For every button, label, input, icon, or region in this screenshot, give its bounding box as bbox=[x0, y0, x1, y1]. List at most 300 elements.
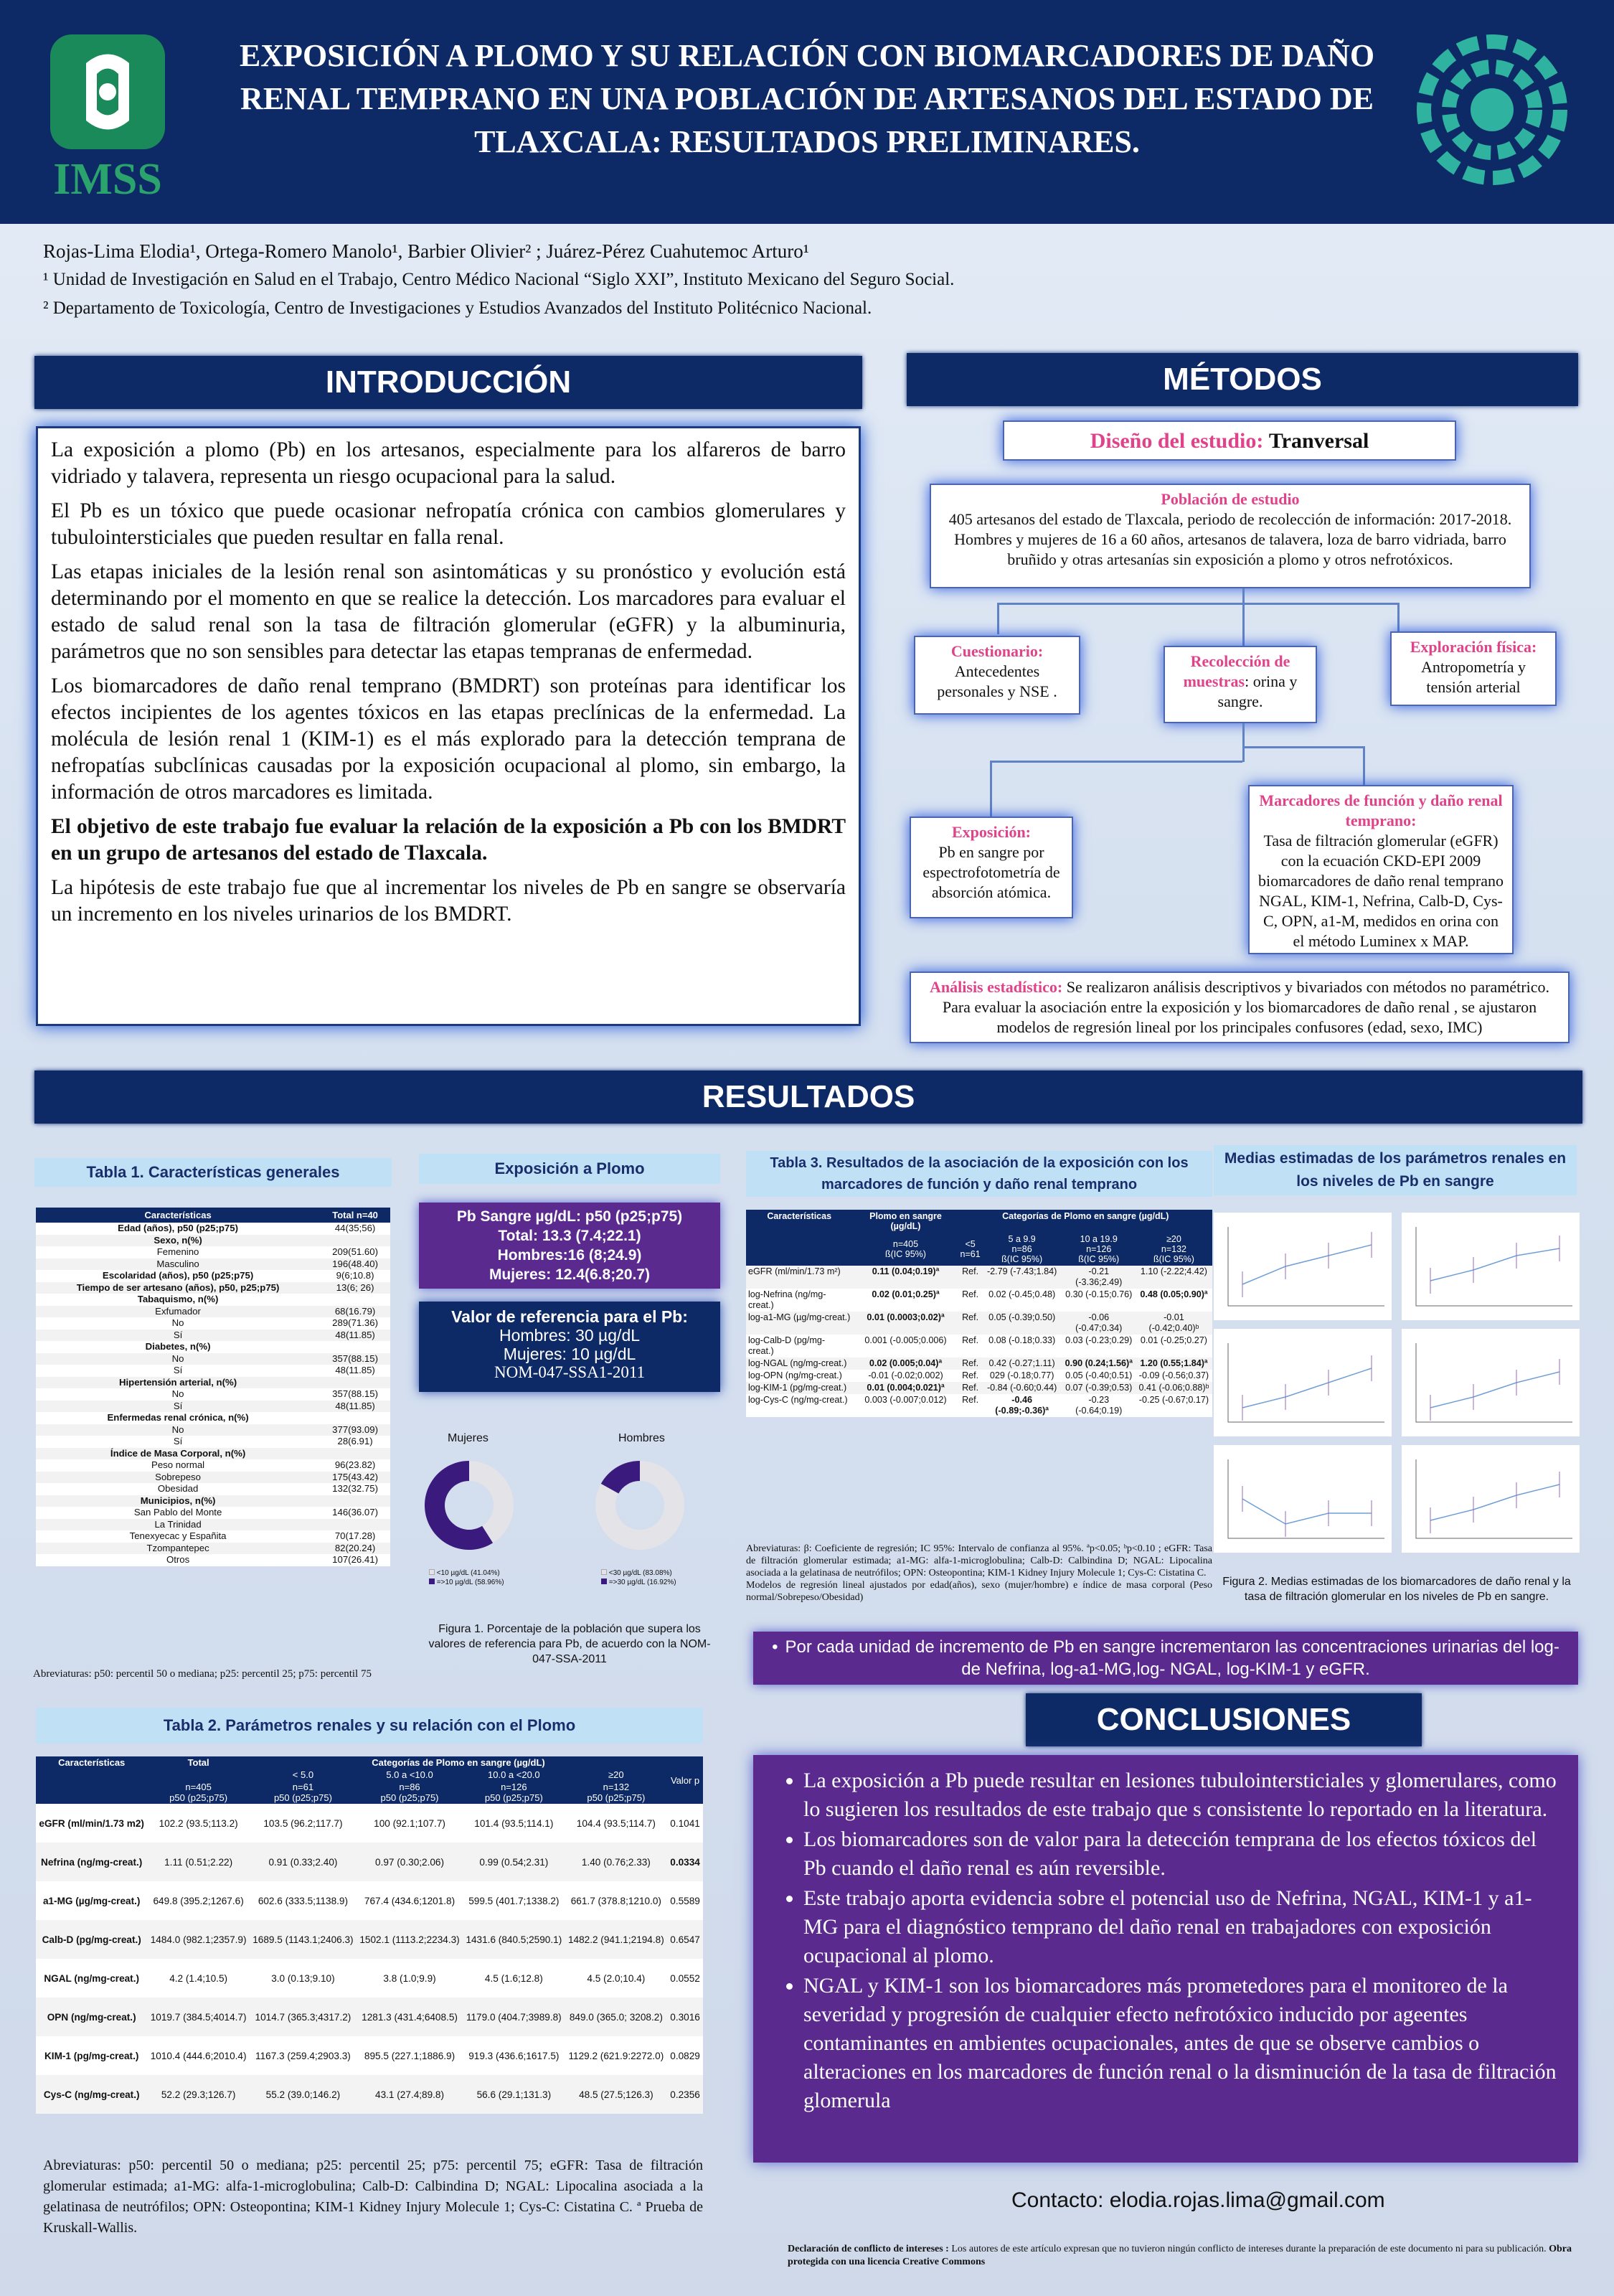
table-row bbox=[36, 1519, 390, 1531]
table2-cell: 0.91 (0.33;2.40) bbox=[250, 1843, 357, 1881]
table1-cell-value: 357(88.15) bbox=[332, 1352, 378, 1364]
table1-cell-label: No bbox=[171, 1317, 184, 1328]
table3-header-char: Características bbox=[746, 1210, 852, 1266]
table-row bbox=[746, 1358, 1212, 1370]
table-row bbox=[36, 1317, 390, 1330]
table2-cell: 3.8 (1.0;9.9) bbox=[383, 1972, 436, 1984]
table1-cell-label: Enfermedas renal crónica, n(%) bbox=[107, 1412, 249, 1423]
disclaimer-text: Los autores de este artículo expresan que no tuvieron ningún conflicto de intereses durante la preparación de este documento ni para su publicación. bbox=[948, 2244, 1547, 2254]
table3-cell: log-Nefrina (ng/mg-creat.) bbox=[748, 1289, 826, 1310]
table2-n-header bbox=[147, 1781, 250, 1804]
exposure-method-box bbox=[910, 817, 1073, 918]
table2-stat: p50 (p25;p75) bbox=[380, 1792, 439, 1803]
table3-cell: log-NGAL (ng/mg-creat.) bbox=[746, 1358, 852, 1370]
table3-subheader-line: n=86 bbox=[1011, 1244, 1032, 1254]
connector bbox=[997, 603, 1399, 605]
physical-exam-title: Exploración física: bbox=[1410, 638, 1537, 656]
table1-cell-label: Obesidad bbox=[157, 1483, 199, 1494]
table1-cell-value bbox=[320, 1377, 390, 1389]
table2-cell: 1482.2 (941.1;2194.8) bbox=[565, 1920, 668, 1959]
table1-cell-label: No bbox=[171, 1352, 184, 1364]
table2-cat-header: ≥20 bbox=[565, 1769, 668, 1781]
pb-summary-line: Pb Sangre µg/dL: p50 (p25;p75) bbox=[456, 1208, 683, 1225]
table2-cell: 0.2356 bbox=[667, 2075, 703, 2114]
pb-total: Total: 13.3 (7.4;22.1) bbox=[498, 1228, 641, 1244]
table1-cell-value: 196(48.40) bbox=[332, 1258, 378, 1269]
design-box bbox=[1003, 420, 1456, 461]
table-row bbox=[36, 1270, 390, 1282]
table2-cell: 1.11 (0.51;2.22) bbox=[147, 1843, 250, 1881]
legend-women-low: <10 µg/dL (41.04%) bbox=[436, 1569, 500, 1577]
table3-cell: log-KIM-1 (pg/mg-creat.) bbox=[746, 1382, 852, 1394]
table-row bbox=[36, 1483, 390, 1495]
affiliation-2: ² Departamento de Toxicología, Centro de Investigaciones y Estudios Avanzados del Instituto Politécnico Nacional. bbox=[43, 298, 872, 318]
table1-cell-label: Femenino bbox=[156, 1246, 199, 1257]
table1-cell-label: Índice de Masa Corporal, n(%) bbox=[110, 1447, 246, 1459]
questionnaire-box bbox=[914, 636, 1080, 715]
table2-cell: 919.3 (436.6;1617.5) bbox=[468, 2050, 560, 2061]
table1-cell-label: Tabaquismo, n(%) bbox=[137, 1294, 219, 1304]
table3-cell: 1.10 (-2.22;4.42) bbox=[1136, 1266, 1212, 1289]
figure2-line bbox=[1242, 1368, 1372, 1408]
table3-cell: 0.30 (-0.15;0.76) bbox=[1065, 1289, 1133, 1299]
table3-subheader bbox=[1136, 1233, 1212, 1266]
table-row bbox=[36, 1223, 390, 1235]
markers-title: Marcadores de función y daño renal temprano: bbox=[1259, 791, 1503, 829]
table1-cell-value: 68(16.79) bbox=[334, 1305, 376, 1317]
contact: Contacto: elodia.rojas.lima@gmail.com bbox=[1011, 2188, 1385, 2212]
donut-men-legend bbox=[601, 1568, 676, 1587]
table1-cell-label: Sí bbox=[173, 1436, 183, 1446]
table1-cell-value: 9(6;10.8) bbox=[336, 1270, 374, 1281]
donut-charts bbox=[419, 1421, 720, 1590]
connector bbox=[1242, 746, 1364, 748]
table3-cell: Ref. bbox=[959, 1312, 982, 1335]
table3-subheader-line: ß(IC 95%) bbox=[885, 1249, 926, 1259]
table3-cell: 0.02 (0.005;0.04)ª bbox=[852, 1358, 958, 1370]
table2-header-char: Características bbox=[36, 1756, 147, 1804]
table-row bbox=[36, 1258, 390, 1271]
table3-cell: 0.02 (0.01;0.25)ª bbox=[872, 1289, 940, 1299]
figure2-panel bbox=[1214, 1445, 1392, 1553]
table1-cell-value: 146(36.07) bbox=[332, 1507, 378, 1518]
connector bbox=[997, 603, 999, 634]
table2-cell: Cys-C (ng/mg-creat.) bbox=[36, 2075, 147, 2114]
table-row bbox=[36, 1235, 390, 1247]
table1-cell-label: Peso normal bbox=[151, 1459, 205, 1470]
table2-cell: 3.0 (0.13;9.10) bbox=[271, 1972, 335, 1984]
section-methods-heading: MÉTODOS bbox=[907, 353, 1578, 406]
table-row bbox=[36, 1282, 390, 1294]
table2-header-p: Valor p bbox=[667, 1756, 703, 1804]
table3-footnote bbox=[746, 1543, 1212, 1604]
table-row bbox=[36, 1246, 390, 1258]
figure2-axis bbox=[1416, 1343, 1572, 1422]
table3-cell: -0.46 (-0.89;-0.36)ª bbox=[995, 1395, 1049, 1416]
table2-cell: a1-MG (µg/mg-creat.) bbox=[42, 1895, 141, 1906]
intro-paragraph: El Pb es un tóxico que puede ocasionar nefropatía crónica con cambios glomerulares y tubulointersticiales que pueden resultar en falla renal. bbox=[51, 499, 846, 549]
table1-header-total: Total n=40 bbox=[320, 1208, 390, 1223]
donut-svg bbox=[419, 1421, 720, 1590]
table2-cell: 1019.7 (384.5;4014.7) bbox=[147, 1998, 250, 2036]
table2-cell: 4.5 (2.0;10.4) bbox=[587, 1972, 646, 1984]
table2-stat: p50 (p25;p75) bbox=[587, 1792, 646, 1803]
table3-cell: 0.42 (-0.27;1.11) bbox=[982, 1358, 1062, 1370]
table3-subheader bbox=[1062, 1233, 1136, 1266]
table3-cell: -0.84 (-0.60;0.44) bbox=[982, 1382, 1062, 1394]
table-row bbox=[36, 1881, 703, 1920]
table3-cell: -2.79 (-7.43;1.84) bbox=[982, 1266, 1062, 1289]
table1-cell-value bbox=[320, 1235, 390, 1247]
table2-n: n=86 bbox=[399, 1782, 420, 1792]
table2-n-header bbox=[357, 1781, 463, 1804]
table2-stat: p50 (p25;p75) bbox=[484, 1792, 543, 1803]
table3-subheader-line: ß(IC 95%) bbox=[1001, 1254, 1043, 1264]
reference-women: Mujeres: 10 µg/dL bbox=[503, 1345, 636, 1363]
table2-cat-header: < 5.0 bbox=[250, 1769, 357, 1781]
table1-cell-value: 70(17.28) bbox=[334, 1530, 376, 1541]
table3-cell: -0.01 (-0.42;0.40)ᵇ bbox=[1136, 1312, 1212, 1335]
samples-text: : orina y sangre. bbox=[1217, 672, 1298, 710]
table1-cell-value bbox=[320, 1412, 390, 1424]
table-row bbox=[36, 1543, 390, 1555]
table-row bbox=[36, 1341, 390, 1353]
table1-cell-value: 289(71.36) bbox=[332, 1317, 378, 1328]
table2-cell: 52.2 (29.3;126.7) bbox=[147, 2075, 250, 2114]
table2-cell: 101.4 (93.5;114.1) bbox=[474, 1817, 554, 1829]
stats-title: Análisis estadístico: bbox=[930, 978, 1063, 996]
donut-women-title: Mujeres bbox=[448, 1432, 489, 1444]
table1-cell-value: 48(11.85) bbox=[335, 1329, 375, 1340]
connector bbox=[990, 761, 1242, 763]
table1-cell-label: Sexo, n(%) bbox=[154, 1234, 202, 1246]
legend-men-high: =>30 µg/dL (16.92%) bbox=[608, 1578, 676, 1586]
table2-cell: 56.6 (29.1;131.3) bbox=[463, 2075, 565, 2114]
table3-footnote-text: Abreviaturas: β: Coeficiente de regresión; IC 95%: Intervalo de confianza al 95%. ªp<0.05; ᵇp<0.10 ; eGFR: Tasa de filtración glomerular estimada; a1-MG: alfa-1-microglobulina; Calb-D: Calbindina D; NGAL: Lipocalina asociada a la gelatinasa de neutrófilos; OPN: Osteopontina; KIM-1 Kidney Injury Molecule 1; Cys-C: Cistatina C. bbox=[746, 1543, 1212, 1578]
table3-cell: Ref. bbox=[962, 1289, 979, 1299]
table-row bbox=[36, 2075, 703, 2114]
table3-cell: Ref. bbox=[962, 1370, 979, 1380]
table2-cell: 1167.3 (259.4;2903.3) bbox=[255, 2050, 351, 2061]
table1-cell-label: Sí bbox=[173, 1329, 183, 1340]
table2-cell: 4.2 (1.4;10.5) bbox=[169, 1972, 228, 1984]
table3-subheader bbox=[852, 1233, 958, 1266]
table3-cell: 0.90 (0.24;1.56)ª bbox=[1062, 1358, 1136, 1370]
conclusion-item: • La exposición a Pb puede resultar en lesiones tubulointersticiales y glomerulares, como lo sugieren los resultados de este trabajo que s consistente lo reportado en la literatura. bbox=[803, 1766, 1557, 1824]
table1-cell-label: Masculino bbox=[156, 1258, 199, 1269]
figure2-axis bbox=[1228, 1459, 1384, 1538]
connector bbox=[1242, 603, 1245, 646]
table2-cell: KIM-1 (pg/mg-creat.) bbox=[44, 2050, 139, 2061]
table2-cell: eGFR (ml/min/1.73 m2) bbox=[39, 1817, 144, 1829]
table-row bbox=[36, 1353, 390, 1365]
figure2-panels bbox=[1214, 1213, 1580, 1571]
table1-header-char: Características bbox=[36, 1208, 320, 1223]
table3-cell: 0.48 (0.05;0.90)ª bbox=[1140, 1289, 1208, 1299]
table2-footnote: Abreviaturas: p50: percentil 50 o mediana; p25: percentil 25; p75: percentil 75; eGFR: Tasa de filtración glomerular estimada; a1-MG: alfa-1-microglobulina; Calb-D: Calbindina D; NGAL: Lipocalina asociada a la gelatinasa de neutrófilos; OPN: Osteopontina; KIM-1 Kidney Injury Molecule 1; Cys-C: Cistatina C. ª Prueba de Kruskall-Wallis. bbox=[43, 2158, 703, 2236]
cinvestav-logo-icon bbox=[1402, 20, 1582, 199]
table2-cell: 0.3016 bbox=[667, 1998, 703, 2036]
table-row bbox=[746, 1370, 1212, 1382]
table3-cell: Ref. bbox=[959, 1358, 982, 1370]
figure2-panel bbox=[1402, 1329, 1580, 1436]
table-row bbox=[36, 1401, 390, 1413]
table2-cell: 0.0334 bbox=[667, 1843, 703, 1881]
table1-cell-label: Sí bbox=[173, 1400, 183, 1411]
table-row bbox=[746, 1335, 1212, 1358]
table3-header-plomo: Plomo en sangre (µg/dL) bbox=[852, 1210, 958, 1233]
population-title: Población de estudio bbox=[1161, 490, 1300, 508]
table2-cell: 0.99 (0.54;2.31) bbox=[463, 1843, 565, 1881]
table2-cell: 1689.5 (1143.1;2406.3) bbox=[250, 1920, 357, 1959]
poster-title: EXPOSICIÓN A PLOMO Y SU RELACIÓN CON BIOMARCADORES DE DAÑO RENAL TEMPRANO EN UNA POBLACIÓN DE ARTESANOS DEL ESTADO DE TLAXCALA: RESULTADOS PRELIMINARES. bbox=[239, 38, 1375, 159]
table1-cell-label: Escolaridad (años), p50 (p25;p75) bbox=[102, 1270, 254, 1281]
legend-women-high: =>10 µg/dL (58.96%) bbox=[436, 1578, 504, 1586]
table-row bbox=[36, 1448, 390, 1460]
intro-paragraph: Los biomarcadores de daño renal temprano (BMDRT) son proteínas para identificar los efectos incipientes de los agentes tóxicos en las etapas preclínicas de la enfermedad. La molécula de lesión renal 1 (KIM-1) es el más explorado para la detección temprana de nefropatías subclínicas causadas por la exposición ocupacional al plomo, sin embargo, la información de otros marcadores es limitada. bbox=[51, 674, 846, 804]
figure2-axis bbox=[1228, 1343, 1384, 1422]
table-row bbox=[36, 1495, 390, 1507]
table3-cell: -0.21 (-3.36;2.49) bbox=[1062, 1266, 1136, 1289]
table3-cell: Ref. bbox=[959, 1266, 982, 1289]
table1-cell-value bbox=[320, 1448, 390, 1460]
table-row bbox=[36, 1412, 390, 1424]
exposure-method-text: Pb en sangre por espectrofotometría de absorción atómica. bbox=[922, 843, 1060, 901]
table-row bbox=[746, 1382, 1212, 1394]
table2-n-header bbox=[463, 1781, 565, 1804]
pb-summary-box bbox=[419, 1203, 720, 1289]
table2-cell: 1.40 (0.76;2.33) bbox=[565, 1843, 668, 1881]
pb-men: Hombres:16 (8;24.9) bbox=[497, 1247, 642, 1264]
table1-cell-label: Tenexyecac y Españita bbox=[129, 1530, 227, 1541]
questionnaire-title: Cuestionario: bbox=[950, 642, 1044, 660]
figure2-caption: Figura 2. Medias estimadas de los biomarcadores de daño renal y la tasa de filtración glomerular en los niveles de Pb en sangre. bbox=[1222, 1576, 1571, 1603]
figure1-caption: Figura 1. Porcentaje de la población que supera los valores de referencia para Pb, de acuerdo con la NOM-047-SSA-2011 bbox=[428, 1623, 711, 1665]
table3-cell: Ref. bbox=[962, 1335, 979, 1345]
table1-cell-label: Exfumador bbox=[155, 1305, 201, 1317]
table3-cell: log-a1-MG (µg/mg-creat.) bbox=[746, 1312, 852, 1335]
table2-cell: 602.6 (333.5;1138.9) bbox=[258, 1895, 349, 1906]
table3-cell: -0.23 (-0.64;0.19) bbox=[1075, 1395, 1123, 1416]
connector bbox=[1363, 746, 1365, 786]
key-finding-text: Por cada unidad de incremento de Pb en sangre incrementaron las concentraciones urinarias del log- de Nefrina, log-a1-MG,log- NGAL, log-KIM-1 y eGFR. bbox=[785, 1637, 1559, 1679]
table3-cell: eGFR (ml/min/1.73 m²) bbox=[746, 1266, 852, 1289]
author-names: Rojas-Lima Elodia¹, Ortega-Romero Manolo¹, Barbier Olivier² ; Juárez-Pérez Cuahutemoc Arturo¹ bbox=[43, 240, 809, 262]
table3-cell: 0.07 (-0.39;0.53) bbox=[1062, 1382, 1136, 1394]
imss-logo-icon bbox=[43, 34, 172, 199]
figure2-title: Medias estimadas de los parámetros renales en los niveles de Pb en sangre bbox=[1214, 1145, 1577, 1195]
table2-cell: 103.5 (96.2;117.7) bbox=[263, 1817, 343, 1829]
figure2-panel bbox=[1402, 1445, 1580, 1553]
design-value: Tranversal bbox=[1268, 429, 1369, 453]
population-text: 405 artesanos del estado de Tlaxcala, periodo de recolección de información: 2017-2018. Hombres y mujeres de 16 a 60 años, artesanos de talavera, loza de barro vidriada, barro bruñido y otras artesanías sin exposición a plomo y otros nefrotóxicos. bbox=[948, 510, 1512, 568]
table2-cell: 1014.7 (365.3;4317.2) bbox=[250, 1998, 357, 2036]
table1-cell-label: No bbox=[171, 1424, 184, 1435]
table-row bbox=[36, 1507, 390, 1519]
table2-cell: 43.1 (27.4;89.8) bbox=[357, 2075, 463, 2114]
table3-cell: 0.01 (0.0003;0.02)ª bbox=[852, 1312, 958, 1335]
table2-cell: Nefrina (ng/mg-creat.) bbox=[36, 1843, 147, 1881]
table2-n: n=405 bbox=[185, 1782, 212, 1792]
table3-subheader-line: <5 bbox=[965, 1239, 976, 1249]
intro-text-box bbox=[36, 426, 861, 1026]
table1-cell-value: 96(23.82) bbox=[334, 1459, 376, 1470]
table2-cell: 100 (92.1;107.7) bbox=[374, 1817, 445, 1829]
figure2-panel bbox=[1402, 1213, 1580, 1320]
connector bbox=[1242, 723, 1245, 762]
table3-cell: log-OPN (ng/mg-creat.) bbox=[748, 1370, 842, 1380]
table-row bbox=[746, 1289, 1212, 1312]
connector bbox=[1397, 603, 1400, 634]
donut-men-title: Hombres bbox=[618, 1432, 665, 1444]
table2-cell: 1179.0 (404.7;3989.8) bbox=[463, 1998, 565, 2036]
authors-block bbox=[43, 237, 1549, 323]
conclusions-box bbox=[753, 1755, 1578, 2163]
markers-text: Tasa de filtración glomerular (eGFR) con la ecuación CKD-EPI 2009 biomarcadores de daño renal temprano NGAL, KIM-1, Nefrina, Calb-D, Cys-C, OPN, a1-M, medidos en orina con el método Luminex x MAP. bbox=[1257, 832, 1504, 950]
disclaimer-label: Declaración de conflicto de intereses : bbox=[788, 2244, 949, 2254]
table-row bbox=[36, 1843, 703, 1881]
table2-cat-header: 10.0 a <20.0 bbox=[463, 1769, 565, 1781]
stats-text: Se realizaron análisis descriptivos y bivariados con métodos no paramétrico. Para evaluar la asociación entre la exposición y los biomarcadores de daño renal , se ajustaron modelos de regresión lineal por los principales confusores (edad, sexo, IMC) bbox=[942, 978, 1549, 1036]
connector bbox=[1242, 588, 1245, 604]
table3-subheader bbox=[982, 1233, 1062, 1266]
figure2-axis bbox=[1228, 1227, 1384, 1306]
table2-cell: 0.5589 bbox=[670, 1895, 700, 1906]
table3-header-cat: Categorías de Plomo en sangre (µg/dL) bbox=[959, 1210, 1212, 1233]
table2-n: n=126 bbox=[501, 1782, 527, 1792]
table3-cell: -0.01 (-0.02;0.002) bbox=[868, 1370, 943, 1380]
license-text: Obra protegida con una licencia Creative Commons bbox=[788, 2244, 1572, 2267]
table3-cell: 0.08 (-0.18;0.33) bbox=[988, 1335, 1056, 1345]
table2-cell: 1281.3 (431.4;6408.5) bbox=[357, 1998, 463, 2036]
table3-footnote-models: Modelos de regresión lineal ajustados por edad(años), sexo (mujer/hombre) e índice de masa corporal (Peso normal/Sobrepeso/Obesidad) bbox=[746, 1580, 1212, 1603]
table-row bbox=[36, 1459, 390, 1472]
table2-cell: 0.0829 bbox=[670, 2050, 700, 2061]
table3-cell: log-Cys-C (ng/mg-creat.) bbox=[748, 1395, 848, 1405]
figure2-axis bbox=[1416, 1459, 1572, 1538]
section-intro-heading: INTRODUCCIÓN bbox=[34, 356, 862, 409]
table1-cell-value bbox=[320, 1495, 390, 1507]
exposure-method-title: Exposición: bbox=[951, 823, 1032, 841]
design-label: Diseño del estudio: bbox=[1090, 429, 1264, 453]
table1-cell-label: No bbox=[171, 1388, 184, 1399]
table1-cell-value bbox=[320, 1519, 390, 1531]
table3-cell: -0.25 (-0.67;0.17) bbox=[1138, 1395, 1209, 1405]
key-finding-box: • Por cada unidad de incremento de Pb en sangre incrementaron las concentraciones urinarias del log- de Nefrina, log-a1-MG,log- NGAL, log-KIM-1 y eGFR. bbox=[753, 1632, 1578, 1685]
table2-cell: 0.1041 bbox=[670, 1817, 700, 1829]
table2-cell: OPN (ng/mg-creat.) bbox=[36, 1998, 147, 2036]
table-row bbox=[36, 1294, 390, 1306]
table2-title: Tabla 2. Parámetros renales y su relación con el Plomo bbox=[36, 1708, 703, 1744]
table-row bbox=[36, 1388, 390, 1401]
table2-header-cat: Categorías de Plomo en sangre (µg/dL) bbox=[250, 1756, 667, 1769]
table3-cell: 0.01 (-0.25;0.27) bbox=[1140, 1335, 1208, 1345]
table3-cell: -0.06 (-0.47;0.34) bbox=[1062, 1312, 1136, 1335]
table3-subheader-line: n=126 bbox=[1086, 1244, 1112, 1254]
exposure-title: Exposición a Plomo bbox=[419, 1154, 720, 1184]
table2 bbox=[36, 1756, 703, 2114]
physical-exam-text: Antropometría y tensión arterial bbox=[1420, 658, 1526, 696]
reference-norm: NOM-047-SSA1-2011 bbox=[494, 1363, 645, 1381]
table2-cell: 0.0552 bbox=[670, 1972, 700, 1984]
table1-cell-value: 377(93.09) bbox=[332, 1424, 378, 1435]
poster-header bbox=[0, 0, 1614, 224]
samples-title: Recolección de muestras bbox=[1183, 652, 1290, 690]
table-row bbox=[36, 1377, 390, 1389]
table1-footnote: Abreviaturas: p50: percentil 50 o mediana; p25: percentil 25; p75: percentil 75 bbox=[33, 1668, 372, 1680]
table2-cell: NGAL (ng/mg-creat.) bbox=[44, 1972, 140, 1984]
table2-cell: 1484.0 (982.1;2357.9) bbox=[147, 1920, 250, 1959]
donut-women-legend bbox=[429, 1568, 504, 1587]
table1-cell-label: Otros bbox=[166, 1554, 190, 1565]
table1-cell-label: Municipios, n(%) bbox=[140, 1495, 216, 1506]
table1 bbox=[36, 1208, 390, 1566]
table3-cell: Ref. bbox=[959, 1382, 982, 1394]
table2-n-header bbox=[250, 1781, 357, 1804]
table3-cell: 0.001 (-0.005;0.006) bbox=[864, 1335, 947, 1345]
table2-cell: 1431.6 (840.5;2590.1) bbox=[463, 1920, 565, 1959]
table1-cell-value: 132(32.75) bbox=[332, 1483, 378, 1494]
table-row bbox=[36, 1554, 390, 1566]
intro-hypothesis: La hipótesis de este trabajo fue que al incrementar los niveles de Pb en sangre se observaría un incremento en los niveles urinarios de los BMDRT. bbox=[51, 876, 846, 926]
table2-cell: 895.5 (227.1;1886.9) bbox=[364, 2050, 456, 2061]
intro-paragraph: La exposición a plomo (Pb) en los artesanos, especialmente para los alfareros de barro vidriado y talavera, representa un riesgo ocupacional para la salud. bbox=[51, 438, 846, 488]
table1-cell-value bbox=[320, 1341, 390, 1353]
table3-title: Tabla 3. Resultados de la asociación de la exposición con los marcadores de función y daño renal temprano bbox=[746, 1151, 1212, 1197]
table3-subheader-line: n=132 bbox=[1161, 1244, 1186, 1254]
table-row bbox=[36, 1306, 390, 1318]
table1-cell-value: 28(6.91) bbox=[337, 1436, 373, 1446]
table-row bbox=[746, 1312, 1212, 1335]
conclusion-item: • Este trabajo aporta evidencia sobre el potencial uso de Nefrina, NGAL, KIM-1 y a1-MG para el diagnóstico temprano del daño renal en trabajadores con exposición ocupacional al plomo. bbox=[803, 1884, 1557, 1970]
disclaimer bbox=[788, 2243, 1584, 2269]
intro-paragraph: Las etapas iniciales de la lesión renal son asintomáticas y su pronóstico y evolución está determinando por el momento en que se realice la detección. Los marcadores para evaluar el estado de salud renal son la tasa de filtración glomerular (eGFR) y la albuminuria, parámetros que no son sensibles para detectar las etapas tempranas de enfermedad. bbox=[51, 560, 846, 663]
table-row bbox=[36, 1330, 390, 1342]
legend-men-low: <30 µg/dL (83.08%) bbox=[608, 1569, 672, 1577]
pb-women: Mujeres: 12.4(6.8;20.7) bbox=[489, 1266, 651, 1283]
table-row bbox=[36, 1804, 703, 1843]
table2-cell: Calb-D (pg/mg-creat.) bbox=[36, 1920, 147, 1959]
table2-cell: 104.4 (93.5;114.7) bbox=[576, 1817, 656, 1829]
table1-cell-label: Tiempo de ser artesano (años), p50, p25;p75) bbox=[76, 1281, 280, 1293]
table3-cell: 1.20 (0.55;1.84)ª bbox=[1136, 1358, 1212, 1370]
table3-subheader-line: ≥20 bbox=[1166, 1234, 1181, 1244]
samples-box bbox=[1164, 646, 1317, 723]
table1-cell-value: 107(26.41) bbox=[332, 1554, 378, 1565]
table1-cell-label: Hipertensión arterial, n(%) bbox=[118, 1376, 237, 1388]
table2-n-header bbox=[565, 1781, 668, 1804]
table-row bbox=[36, 1472, 390, 1484]
figure2-line bbox=[1242, 1499, 1372, 1524]
table1-cell-value: 48(11.85) bbox=[335, 1400, 375, 1411]
table1-cell-label: Sí bbox=[173, 1365, 183, 1375]
reference-title: Valor de referencia para el Pb: bbox=[451, 1307, 688, 1326]
table2-cell: 649.8 (395.2;1267.6) bbox=[153, 1895, 244, 1906]
table3-cell: -0.09 (-0.56;0.37) bbox=[1138, 1370, 1209, 1380]
table2-cell: 102.2 (93.5;113.2) bbox=[159, 1817, 238, 1829]
table-row bbox=[746, 1394, 1212, 1417]
figure2-line bbox=[1242, 1245, 1372, 1284]
table3-subheader-line: n=405 bbox=[892, 1239, 919, 1249]
table3-cell: 0.05 (-0.40;0.51) bbox=[1065, 1370, 1133, 1380]
table2-stat: p50 (p25;p75) bbox=[169, 1792, 228, 1803]
table3-cell: 029 (-0.18;0.77) bbox=[989, 1370, 1054, 1380]
svg-text:IMSS: IMSS bbox=[53, 155, 162, 199]
table1-title: Tabla 1. Características generales bbox=[34, 1158, 392, 1187]
table1-cell-value: 13(6; 26) bbox=[336, 1281, 374, 1293]
figure2-panel bbox=[1214, 1213, 1392, 1320]
table2-cell: 48.5 (27.5;126.3) bbox=[565, 2075, 668, 2114]
